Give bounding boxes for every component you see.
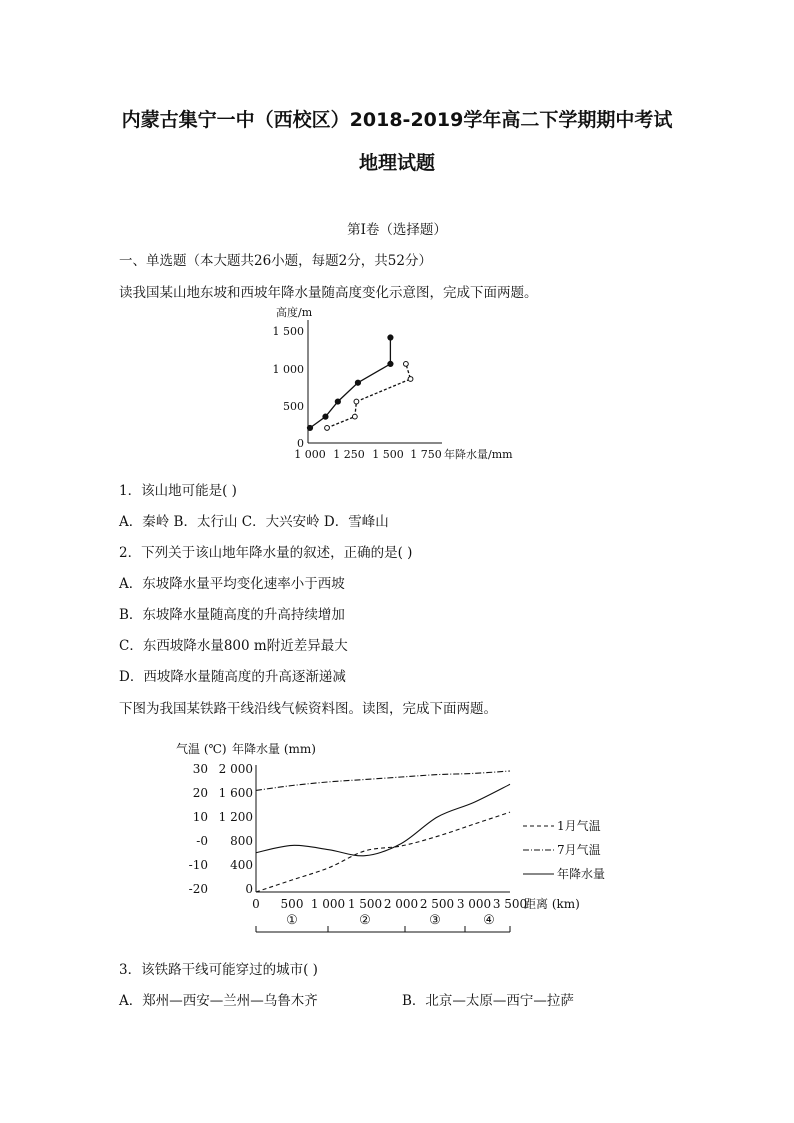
intro-text-2: 下图为我国某铁路干线沿线气候资料图。读图，完成下面两题。 <box>119 701 497 717</box>
chart2-right-tick: 800 <box>230 834 253 848</box>
chart1-ytick: 1 500 <box>272 325 304 338</box>
west-slope-point <box>325 426 330 431</box>
chart1-series <box>307 335 413 431</box>
question-3-option-a: A．郑州—西安—兰州—乌鲁木齐 <box>119 993 318 1009</box>
question-1-stem: 1．该山地可能是( ) <box>119 483 237 499</box>
east-slope-line <box>310 338 390 428</box>
chart2-xtick: 0 <box>252 897 260 911</box>
east-slope-point <box>307 425 312 430</box>
chart2-right-tick: 400 <box>230 858 253 872</box>
question-1-options: A．秦岭 B．太行山 C．大兴安岭 D．雪峰山 <box>119 514 389 530</box>
chart1-ylabel: 高度/m <box>276 306 313 319</box>
chart2-left-ticks <box>189 762 208 896</box>
chart2-ylabel-left: 气温 (℃) <box>176 742 227 756</box>
chart1-xtick: 1 250 <box>333 448 365 461</box>
intro-text-1: 读我国某山地东坡和西坡年降水量随高度变化示意图，完成下面两题。 <box>119 285 538 301</box>
west-slope-point <box>354 399 359 404</box>
chart2-right-tick: 1 600 <box>218 786 253 800</box>
chart2-right-ticks <box>219 762 253 896</box>
question-2-option-b: B．东坡降水量随高度的升高持续增加 <box>119 607 345 623</box>
chart1-yticks <box>273 325 305 450</box>
title-line-2: 地理试题 <box>358 152 435 174</box>
chart2-left-tick: 30 <box>192 762 208 776</box>
chart2-xticks <box>252 897 527 911</box>
chart1-xlabel: 年降水量/mm <box>444 448 513 461</box>
chart1-ytick: 0 <box>297 437 304 450</box>
legend-label-jul: 7月气温 <box>557 843 601 857</box>
legend-label-precip: 年降水量 <box>557 867 606 881</box>
east-slope-point <box>388 361 393 366</box>
chart2-left-tick: -0 <box>196 834 208 848</box>
chart2-left-tick: -20 <box>188 882 208 896</box>
chart2-series <box>256 771 510 892</box>
chart2-xtick: 2 500 <box>419 897 455 911</box>
annual-precipitation-line <box>256 784 510 856</box>
east-slope-point <box>388 335 393 340</box>
question-3-stem: 3．该铁路干线可能穿过的城市( ) <box>119 962 318 978</box>
west-slope-point <box>403 362 408 367</box>
question-2-option-a: A．东坡降水量平均变化速率小于西坡 <box>119 576 345 592</box>
july-temperature-line <box>256 771 510 790</box>
east-slope-point <box>355 380 360 385</box>
altitude-precip-chart <box>270 300 530 465</box>
question-3-option-b: B．北京—太原—西宁—拉萨 <box>402 993 574 1009</box>
west-slope-line <box>327 364 411 428</box>
legend-label-jan: 1月气温 <box>557 819 601 833</box>
title-line-1: 内蒙古集宁一中（西校区）2018-2019学年高二下学期期中考试 <box>121 109 673 131</box>
chart1-ytick: 500 <box>283 400 304 413</box>
segment-marker: ④ <box>483 913 495 928</box>
chart2-right-tick: 2 000 <box>218 762 253 776</box>
chart1-ytick: 1 000 <box>272 363 304 376</box>
question-2-option-d: D．西坡降水量随高度的升高逐渐递减 <box>119 669 346 685</box>
question-2-stem: 2．下列关于该山地年降水量的叙述，正确的是( ) <box>119 545 413 561</box>
chart2-xtick: 2 000 <box>383 897 419 911</box>
question-2-option-c: C．东西坡降水量800 m附近差异最大 <box>119 638 348 654</box>
chart2-left-tick: 10 <box>192 810 208 824</box>
chart1-xtick: 1 000 <box>294 448 326 461</box>
west-slope-point <box>408 377 413 382</box>
section-heading: 一、单选题（本大题共26小题，每题2分，共52分） <box>119 253 432 269</box>
chart2-xtick: 1 500 <box>347 897 383 911</box>
chart1-xticks <box>294 448 442 461</box>
segment-marker: ① <box>286 913 298 928</box>
railway-climate-chart <box>170 735 630 935</box>
west-slope-point <box>352 414 357 419</box>
chart2-ylabel-right: 年降水量 (mm) <box>232 742 316 756</box>
chart2-xtick: 3 000 <box>456 897 492 911</box>
chart2-left-tick: 20 <box>192 786 208 800</box>
east-slope-point <box>323 414 328 419</box>
chart2-xtick: 500 <box>280 897 304 911</box>
chart2-legend <box>523 818 605 881</box>
chart1-xtick: 1 750 <box>410 448 442 461</box>
segment-marker: ② <box>359 913 371 928</box>
chart2-xtick: 1 000 <box>310 897 346 911</box>
chart2-left-tick: -10 <box>188 858 208 872</box>
chart2-right-tick: 0 <box>245 882 253 896</box>
east-slope-point <box>335 399 340 404</box>
chart1-xtick: 1 500 <box>372 448 404 461</box>
chart2-xtick: 3 500 <box>492 897 528 911</box>
segment-marker: ③ <box>429 913 441 928</box>
chart2-xlabel: 距离 (km) <box>524 897 580 911</box>
section-volume: 第Ⅰ卷（选择题） <box>347 222 447 238</box>
chart2-right-tick: 1 200 <box>218 810 253 824</box>
chart2-markers <box>286 913 495 928</box>
